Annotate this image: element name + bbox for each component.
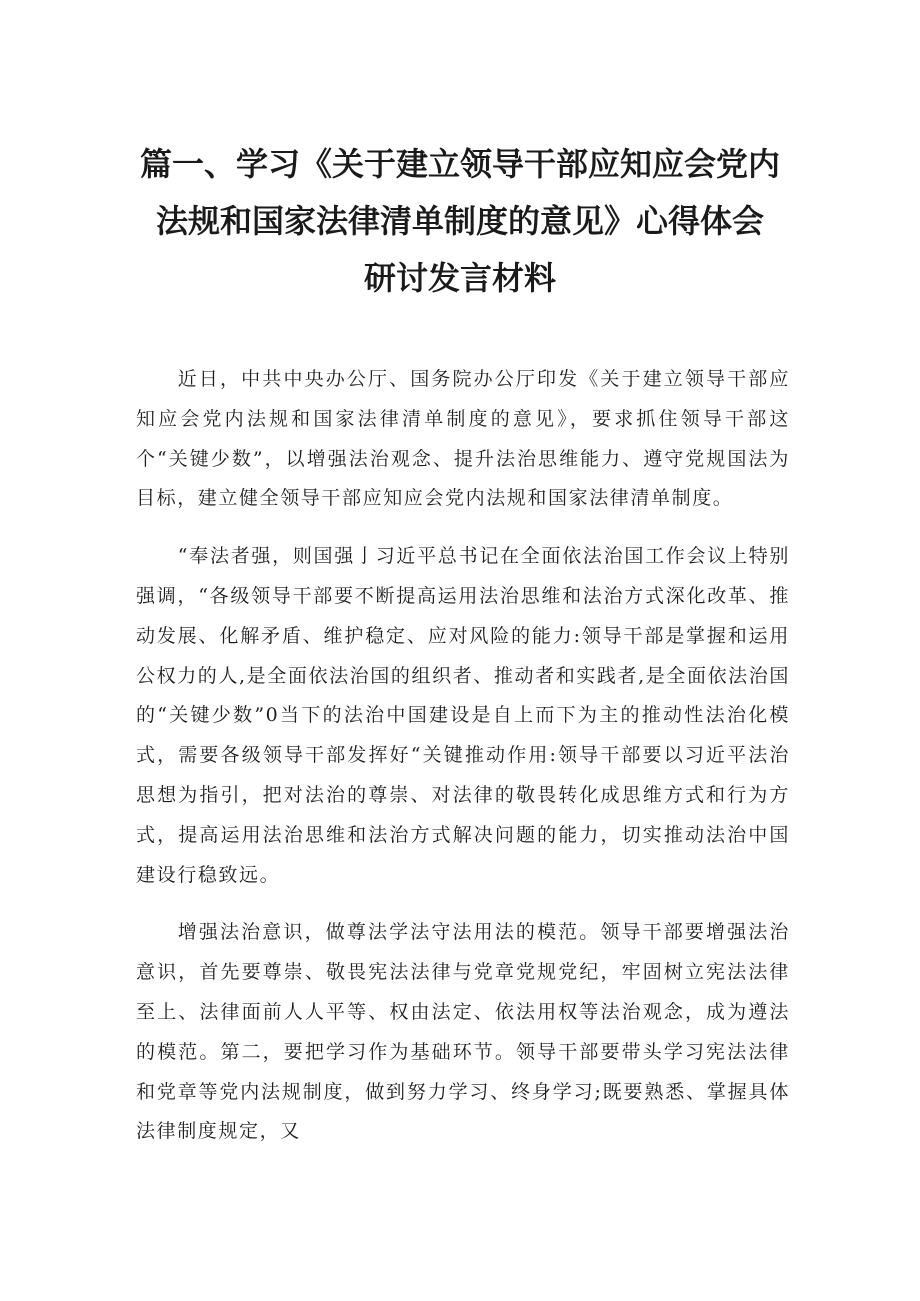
paragraph-3: 增强法治意识，做尊法学法守法用法的模范。领导干部要增强法治意识，首先要尊崇、敬畏宪法法律与党章党规党纪，牢固树立宪法法律至上、法律面前人人平等、权由法定、依法用权等法治观念，成为遵法的模范。第二，要把学习作为基础环节。领导干部要带头学习宪法法律和党章等党内法规制度，做到努力学习、终身学习;既要熟悉、掌握具体法律制度规定，又 (136, 921, 790, 1143)
title-line-2: 法规和国家法律清单制度的意见》心得体会 (155, 202, 764, 240)
paragraph-2: “奉法者强，则国强亅习近平总书记在全面依法治国工作会议上特别强调，“各级领导干部要不断提高运用法治思维和法治方式深化改革、推动发展、化解矛盾、维护稳定、应对风险的能力:领导干部是掌握和运用公权力的人,是全面依法治国的组织者、推动者和实践者,是全面依法治国的“关键少数”0当下的法治中国建设是自上而下为主的推动性法治化模式，需要各级领导干部发挥好“关键推动作用:领导干部要以习近平法治思想为指引，把对法治的尊崇、对法律的敬畏转化成思维方式和行为方式，提高运用法治思维和法治方式解决问题的能力，切实推动法治中国建设行稳致远。 (136, 545, 790, 886)
title-line-3: 研讨发言材料 (363, 259, 556, 297)
document-body (136, 360, 790, 1170)
paragraph-1: 近日，中共中央办公厅、国务院办公厅印发《关于建立领导干部应知应会党内法规和国家法律清单制度的意见》，要求抓住领导干部这个“关键少数”，以增强法治观念、提升法治思维能力、遵守党规国法为目标，建立健全领导干部应知应会党内法规和国家法律清单制度。 (136, 368, 790, 510)
document-title (120, 136, 800, 307)
title-line-1: 篇一、学习《关于建立领导干部应知应会党内 (139, 145, 780, 183)
